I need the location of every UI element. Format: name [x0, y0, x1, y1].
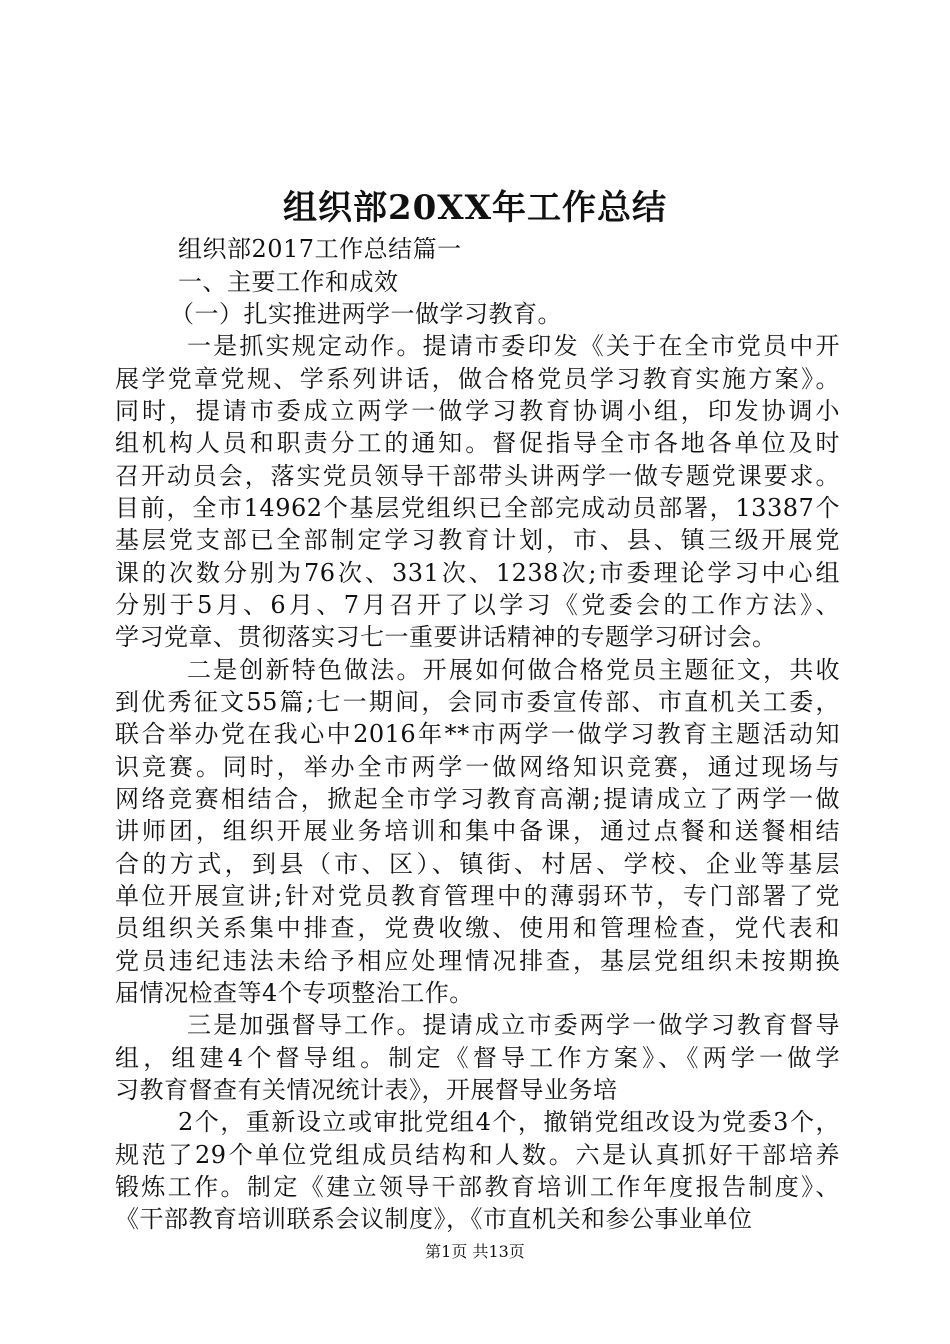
paragraph-line: 目前，全市14962个基层党组织已全部完成动员部署，13387个: [115, 494, 840, 522]
paragraph-line: 课的次数分别为76次、331次、1238次;市委理论学习中心组: [115, 559, 840, 587]
paragraph-line: 分别于5月、6月、7月召开了以学习《党委会的工作方法》、: [115, 591, 840, 619]
document-title: 组织部20XX年工作总结: [282, 188, 668, 228]
paragraph-line: 员组织关系集中排查，党费收缴、使用和管理检查，党代表和: [115, 914, 840, 942]
paragraph-line: 网络竞赛相结合，掀起全市学习教育高潮;提请成立了两学一做: [115, 785, 840, 813]
section-heading: 组织部2017工作总结篇一: [178, 235, 462, 263]
page-number-footer: 第1页 共13页: [425, 1242, 525, 1261]
paragraph-line: 展学党章党规、学系列讲话，做合格党员学习教育实施方案》。: [115, 365, 840, 393]
paragraph-line: 二是创新特色做法。开展如何做合格党员主题征文，共收: [187, 656, 840, 684]
paragraph-line: 习教育督查有关情况统计表》，开展督导业务培: [115, 1076, 618, 1104]
paragraph-line: 召开动员会，落实党员领导干部带头讲两学一做专题党课要求。: [115, 462, 840, 490]
paragraph-line: 合的方式，到县（市、区）、镇街、村居、学校、企业等基层: [115, 850, 840, 878]
paragraph-line: 党员违纪违法未给予相应处理情况排查，基层党组织未按期换: [115, 947, 840, 975]
section-heading: 一、主要工作和成效: [178, 268, 399, 296]
paragraph-line: 组机构人员和职责分工的通知。督促指导全市各地各单位及时: [115, 429, 840, 457]
paragraph-line: 学习党章、贯彻落实习七一重要讲话精神的专题学习研讨会。: [115, 623, 777, 651]
paragraph-line: 组，组建4个督导组。制定《督导工作方案》、《两学一做学: [115, 1044, 840, 1072]
paragraph-line: 三是加强督导工作。提请成立市委两学一做学习教育督导: [187, 1011, 840, 1039]
paragraph-line: 识竞赛。同时，举办全市两学一做网络知识竞赛，通过现场与: [115, 753, 840, 781]
paragraph-line: 同时，提请市委成立两学一做学习教育协调小组，印发协调小: [115, 397, 840, 425]
paragraph-line: 到优秀征文55篇;七一期间，会同市委宣传部、市直机关工委，: [115, 688, 840, 716]
paragraph-line: 2个，重新设立或审批党组4个，撤销党组改设为党委3个，: [178, 1108, 840, 1136]
paragraph-line: 基层党支部已全部制定学习教育计划，市、县、镇三级开展党: [115, 526, 840, 554]
paragraph-line: 一是抓实规定动作。提请市委印发《关于在全市党员中开: [187, 332, 840, 360]
paragraph-line: 单位开展宣讲;针对党员教育管理中的薄弱环节，专门部署了党: [115, 882, 840, 910]
paragraph-line: 讲师团，组织开展业务培训和集中备课，通过点餐和送餐相结: [115, 817, 840, 845]
paragraph-line: 联合举办党在我心中2016年**市两学一做学习教育主题活动知: [115, 720, 840, 748]
paragraph-line: 锻炼工作。制定《建立领导干部教育培训工作年度报告制度》、: [115, 1173, 840, 1201]
paragraph-line: 规范了29个单位党组成员结构和人数。六是认真抓好干部培养: [115, 1141, 840, 1169]
paragraph-line: 《干部教育培训联系会议制度》，《市直机关和参公事业单位: [115, 1205, 753, 1233]
subsection-heading: （一）扎实推进两学一做学习教育。: [170, 300, 562, 328]
paragraph-line: 届情况检查等4个专项整治工作。: [115, 979, 474, 1007]
